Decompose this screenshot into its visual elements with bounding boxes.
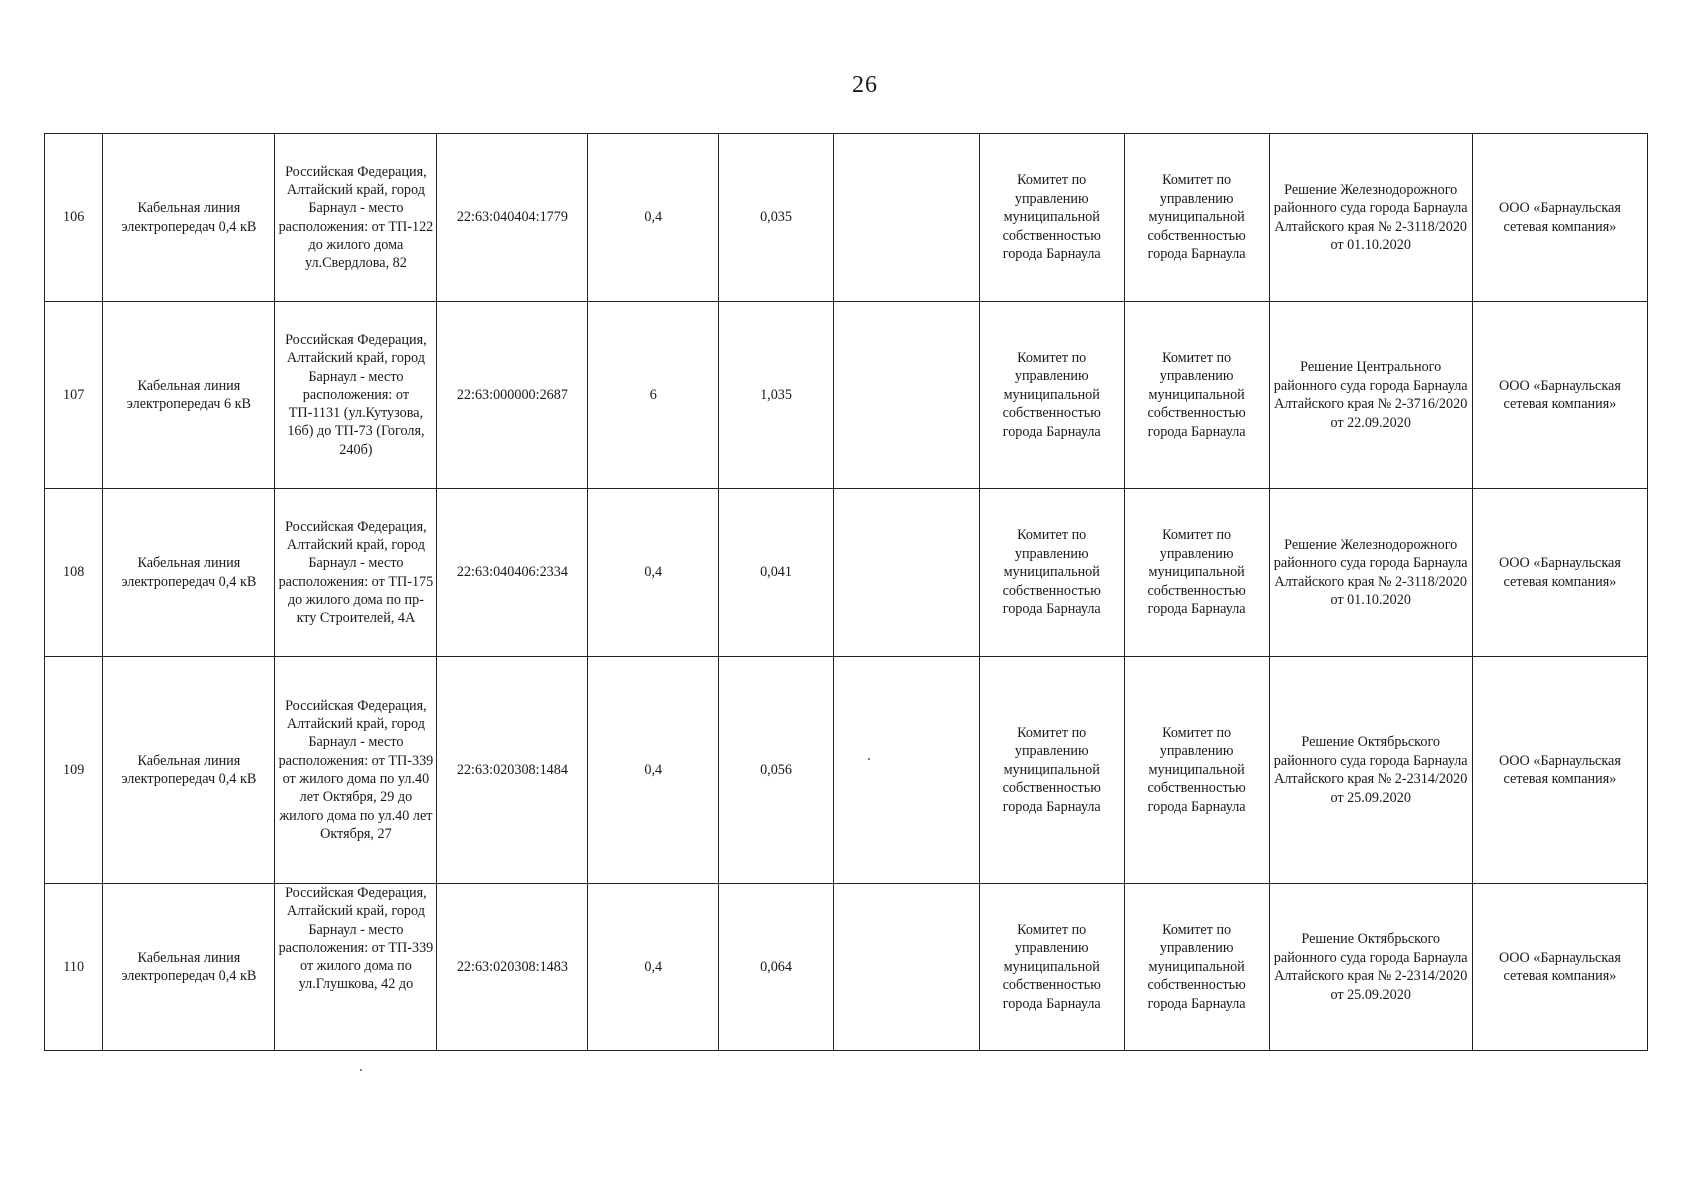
object-name: Кабельная линия электропередач 0,4 кВ <box>103 134 275 302</box>
registry-table <box>44 133 1648 1051</box>
empty-cell <box>833 489 979 657</box>
object-address: Российская Федерация, Алтайский край, город Барнаул - место расположения: от ТП-175 до жилого дома по пр-кту Строителей, 4А <box>275 489 437 657</box>
cadastral-number: 22:63:040404:1779 <box>437 134 588 302</box>
table-row <box>45 302 1648 489</box>
holder-cell-2: Комитет по управлению муниципальной собственностью города Барнаула <box>1124 489 1269 657</box>
table-row <box>45 657 1648 884</box>
object-name: Кабельная линия электропередач 6 кВ <box>103 302 275 489</box>
object-name: Кабельная линия электропередач 0,4 кВ <box>103 657 275 884</box>
cadastral-number: 22:63:040406:2334 <box>437 489 588 657</box>
holder-cell-2: Комитет по управлению муниципальной собственностью города Барнаула <box>1124 657 1269 884</box>
basis-cell: Решение Центрального районного суда города Барнаула Алтайского края № 2-3716/2020 от 22.09.2020 <box>1269 302 1472 489</box>
empty-cell <box>833 134 979 302</box>
length-value: 0,035 <box>719 134 834 302</box>
table-row <box>45 134 1648 302</box>
scan-speck <box>868 758 870 760</box>
operator-cell: ООО «Барнаульская сетевая компания» <box>1472 134 1647 302</box>
holder-cell: Комитет по управлению муниципальной собственностью города Барнаула <box>979 657 1124 884</box>
page-number: 26 <box>852 72 878 98</box>
operator-cell: ООО «Барнаульская сетевая компания» <box>1472 884 1647 1051</box>
length-value: 0,056 <box>719 657 834 884</box>
empty-cell <box>833 302 979 489</box>
cadastral-number: 22:63:000000:2687 <box>437 302 588 489</box>
object-address: Российская Федерация, Алтайский край, город Барнаул - место расположения: от ТП-339 от жилого дома по ул.Глушкова, 42 до <box>275 884 437 1051</box>
operator-cell: ООО «Барнаульская сетевая компания» <box>1472 657 1647 884</box>
operator-cell: ООО «Барнаульская сетевая компания» <box>1472 489 1647 657</box>
voltage-value: 6 <box>588 302 719 489</box>
voltage-value: 0,4 <box>588 657 719 884</box>
basis-cell: Решение Железнодорожного районного суда города Барнаула Алтайского края № 2-3118/2020 от 01.10.2020 <box>1269 489 1472 657</box>
object-address: Российская Федерация, Алтайский край, город Барнаул - место расположения: от ТП-122 до жилого дома ул.Свердлова, 82 <box>275 134 437 302</box>
table-row <box>45 489 1648 657</box>
row-number: 109 <box>45 657 103 884</box>
empty-cell <box>833 657 979 884</box>
table-row <box>45 884 1648 1051</box>
basis-cell: Решение Железнодорожного районного суда города Барнаула Алтайского края № 2-3118/2020 от 01.10.2020 <box>1269 134 1472 302</box>
length-value: 1,035 <box>719 302 834 489</box>
cadastral-number: 22:63:020308:1484 <box>437 657 588 884</box>
holder-cell: Комитет по управлению муниципальной собственностью города Барнаула <box>979 489 1124 657</box>
basis-cell: Решение Октябрьского районного суда города Барнаула Алтайского края № 2-2314/2020 от 25.09.2020 <box>1269 884 1472 1051</box>
holder-cell-2: Комитет по управлению муниципальной собственностью города Барнаула <box>1124 134 1269 302</box>
voltage-value: 0,4 <box>588 134 719 302</box>
empty-cell <box>833 884 979 1051</box>
length-value: 0,064 <box>719 884 834 1051</box>
holder-cell-2: Комитет по управлению муниципальной собственностью города Барнаула <box>1124 884 1269 1051</box>
cadastral-number: 22:63:020308:1483 <box>437 884 588 1051</box>
row-number: 108 <box>45 489 103 657</box>
row-number: 110 <box>45 884 103 1051</box>
row-number: 106 <box>45 134 103 302</box>
object-name: Кабельная линия электропередач 0,4 кВ <box>103 884 275 1051</box>
object-address: Российская Федерация, Алтайский край, город Барнаул - место расположения: от ТП-339 от жилого дома по ул.40 лет Октября, 29 до жилого дома по ул.40 лет Октября, 27 <box>275 657 437 884</box>
voltage-value: 0,4 <box>588 489 719 657</box>
basis-cell: Решение Октябрьского районного суда города Барнаула Алтайского края № 2-2314/2020 от 25.09.2020 <box>1269 657 1472 884</box>
voltage-value: 0,4 <box>588 884 719 1051</box>
holder-cell: Комитет по управлению муниципальной собственностью города Барнаула <box>979 134 1124 302</box>
row-number: 107 <box>45 302 103 489</box>
holder-cell: Комитет по управлению муниципальной собственностью города Барнаула <box>979 302 1124 489</box>
scan-speck <box>360 1069 362 1071</box>
holder-cell-2: Комитет по управлению муниципальной собственностью города Барнаула <box>1124 302 1269 489</box>
length-value: 0,041 <box>719 489 834 657</box>
operator-cell: ООО «Барнаульская сетевая компания» <box>1472 302 1647 489</box>
holder-cell: Комитет по управлению муниципальной собственностью города Барнаула <box>979 884 1124 1051</box>
object-name: Кабельная линия электропередач 0,4 кВ <box>103 489 275 657</box>
object-address: Российская Федерация, Алтайский край, город Барнаул - место расположения: от ТП-1131 (ул.Кутузова, 16б) до ТП-73 (Гоголя, 240б) <box>275 302 437 489</box>
